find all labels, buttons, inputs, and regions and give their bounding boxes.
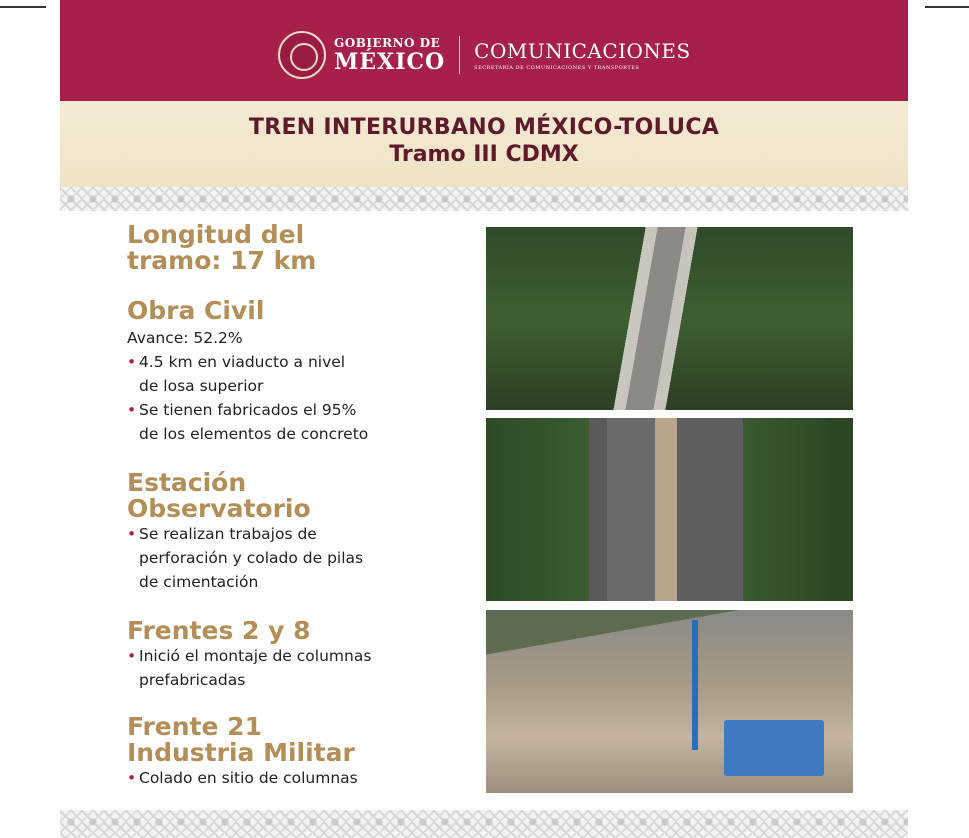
frentes-title: Frentes 2 y 8 xyxy=(127,616,311,645)
longitud-title-line1: Longitud del xyxy=(127,220,305,249)
list-item-line: de los elementos de concreto xyxy=(139,425,369,443)
decorative-pattern-bottom xyxy=(60,810,908,838)
list-item xyxy=(127,644,457,692)
right-edge-line xyxy=(925,6,969,8)
estacion-title-line1: Estación xyxy=(127,468,247,497)
national-seal-icon xyxy=(278,31,326,79)
title-band xyxy=(60,101,908,187)
list-item-line: • Se realizan trabajos de xyxy=(139,525,317,543)
obra-civil-avance: Avance: 52.2% xyxy=(127,329,243,347)
list-item-line: • Inició el montaje de columnas xyxy=(139,647,372,665)
photo-drilling-site xyxy=(486,610,853,793)
longitud-title-line2: tramo: 17 km xyxy=(127,246,317,275)
list-item-line: perforación y colado de pilas xyxy=(139,549,364,567)
drilling-rig-mast xyxy=(692,620,698,750)
header-bar xyxy=(60,0,908,101)
logo-divider xyxy=(459,36,460,74)
list-item xyxy=(127,398,457,446)
photo-highway-construction xyxy=(486,418,853,601)
secretaria-logo-text xyxy=(474,39,691,71)
frente21-title-line1: Frente 21 xyxy=(127,712,262,741)
list-item-line: • Se tienen fabricados el 95% xyxy=(139,401,357,419)
list-item-line: • 4.5 km en viaducto a nivel xyxy=(139,353,346,371)
secretaria-name: COMUNICACIONES xyxy=(474,39,691,63)
list-item xyxy=(127,766,457,790)
list-item xyxy=(127,522,457,594)
list-item-line: • Colado en sitio de columnas xyxy=(139,769,358,787)
decorative-pattern-top xyxy=(60,187,908,211)
list-item-line: de losa superior xyxy=(139,377,264,395)
left-edge-line xyxy=(0,6,46,8)
gobierno-logo-text xyxy=(334,37,445,73)
list-item-line: de cimentación xyxy=(139,573,259,591)
list-item-line: prefabricadas xyxy=(139,671,246,689)
gobierno-line2: MÉXICO xyxy=(334,49,446,75)
photo-viaduct-aerial xyxy=(486,227,853,410)
page-title: TREN INTERURBANO MÉXICO-TOLUCA xyxy=(248,115,720,140)
page-subtitle: Tramo III CDMX xyxy=(389,142,579,167)
frente21-title-line2: Industria Militar xyxy=(127,738,355,767)
infographic-card xyxy=(60,0,908,838)
obra-civil-title: Obra Civil xyxy=(127,296,265,325)
text-column xyxy=(127,222,457,790)
list-item xyxy=(127,350,457,398)
gobierno-line1: GOBIERNO DE xyxy=(334,36,441,50)
header-logos xyxy=(278,30,691,80)
secretaria-subtitle: SECRETARÍA DE COMUNICACIONES Y TRANSPORTES xyxy=(474,65,640,71)
estacion-title-line2: Observatorio xyxy=(127,494,311,523)
drilling-machine xyxy=(724,720,824,776)
